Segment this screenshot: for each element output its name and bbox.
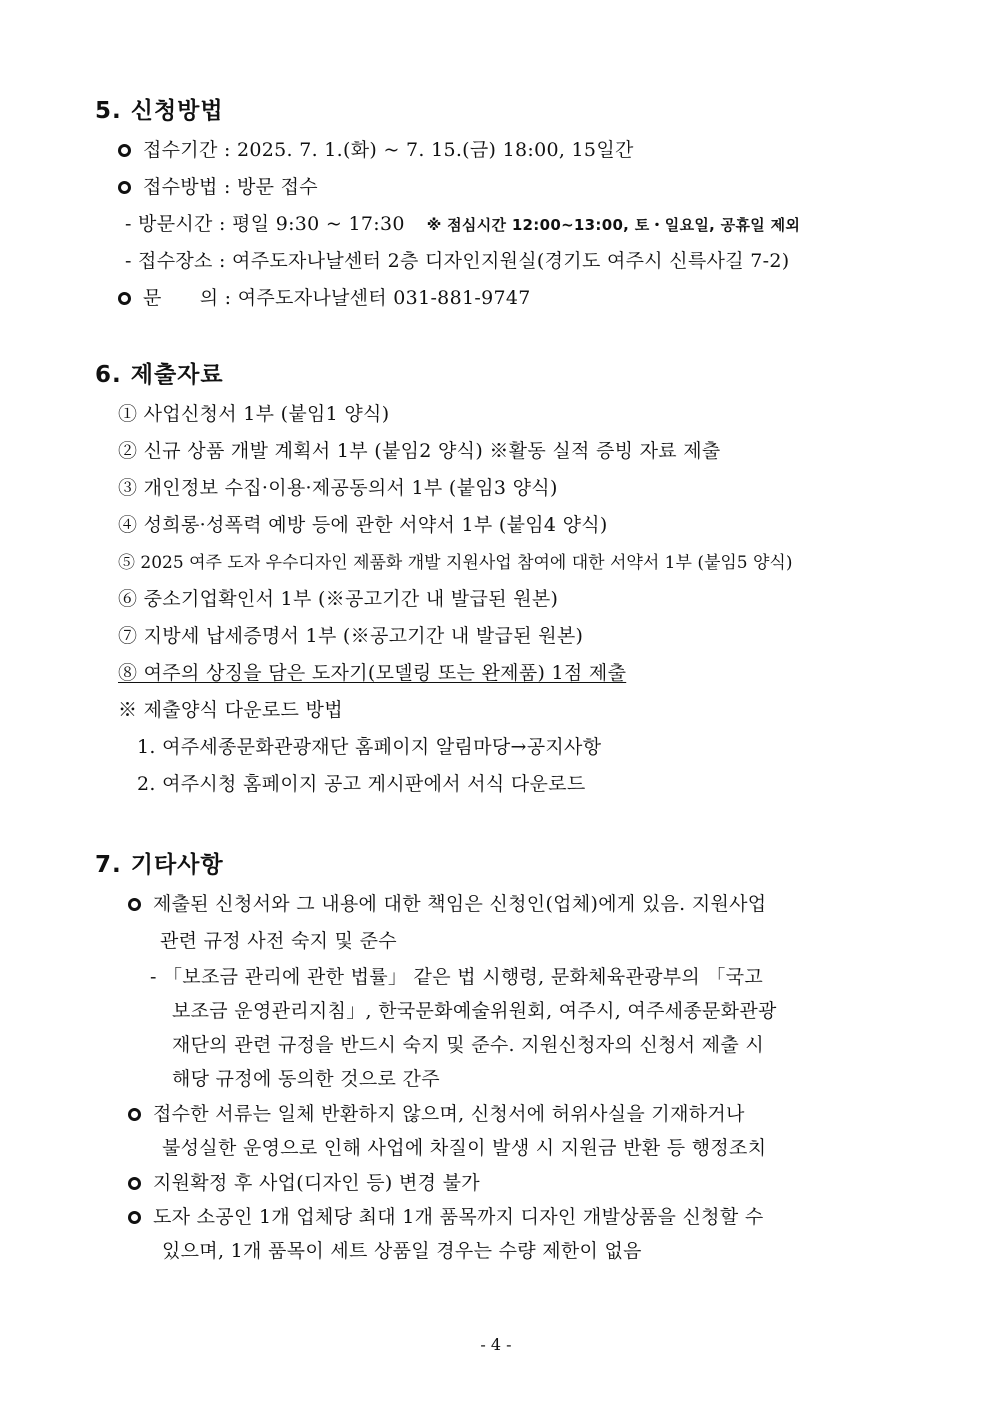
circle-bullet-icon xyxy=(128,898,141,911)
visit-time-note: ※ 점심시간 12:00~13:00, 토・일요일, 공휴일 제외 xyxy=(426,216,801,234)
other-item-4-text: 도자 소공인 1개 업체당 최대 1개 품목까지 디자인 개발상품을 신청할 수 xyxy=(153,1206,764,1228)
method-text: 접수방법 : 방문 접수 xyxy=(143,176,318,198)
section6-heading: 6. 제출자료 xyxy=(95,362,224,388)
submission-item-4: ④ 성희롱·성폭력 예방 등에 관한 서약서 1부 (붙임4 양식) xyxy=(118,514,608,536)
section5-period-line xyxy=(118,135,634,162)
download-step-1: 1. 여주세종문화관광재단 홈페이지 알림마당→공지사항 xyxy=(137,736,602,758)
other-item-1-text: 제출된 신청서와 그 내용에 대한 책임은 신청인(업체)에게 있음. 지원사업 xyxy=(153,893,767,915)
circle-bullet-icon xyxy=(118,292,131,305)
circle-bullet-icon xyxy=(118,144,131,157)
other-item-2-line2: 불성실한 운영으로 인해 사업에 차질이 발생 시 지원금 반환 등 행정조치 xyxy=(162,1137,767,1159)
visit-time-text: - 방문시간 : 평일 9:30 ~ 17:30 xyxy=(125,213,405,235)
submission-item-7: ⑦ 지방세 납세증명서 1부 (※공고기간 내 발급된 원본) xyxy=(118,625,584,647)
circle-bullet-icon xyxy=(128,1108,141,1121)
circle-bullet-icon xyxy=(118,181,131,194)
period-text: 접수기간 : 2025. 7. 1.(화) ~ 7. 15.(금) 18:00, 15일간 xyxy=(143,139,634,161)
other-item-2-text: 접수한 서류는 일체 반환하지 않으며, 신청서에 허위사실을 기재하거나 xyxy=(153,1103,745,1125)
other-item-3 xyxy=(128,1168,480,1195)
submission-item-2: ② 신규 상품 개발 계획서 1부 (붙임2 양식) ※활동 실적 증빙 자료 제출 xyxy=(118,440,721,462)
other-item-1-sub-line2: 보조금 운영관리지침」, 한국문화예술위원회, 여주시, 여주세종문화관광 xyxy=(172,1000,777,1022)
section5-visit-time-line xyxy=(125,209,800,236)
submission-item-5: ⑤ 2025 여주 도자 우수디자인 제품화 개발 지원사업 참여에 대한 서약서 1부 (붙임5 양식) xyxy=(118,553,793,573)
section5-heading: 5. 신청방법 xyxy=(95,98,224,124)
page-number: - 4 - xyxy=(480,1335,512,1354)
section5-place-line: - 접수장소 : 여주도자나날센터 2층 디자인지원실(경기도 여주시 신륵사길 7-2) xyxy=(125,250,790,272)
submission-item-6: ⑥ 중소기업확인서 1부 (※공고기간 내 발급된 원본) xyxy=(118,588,559,610)
other-item-1-line1 xyxy=(128,889,766,916)
other-item-1-sub-line4: 해당 규정에 동의한 것으로 간주 xyxy=(172,1068,440,1090)
other-item-4-line2: 있으며, 1개 품목이 세트 상품일 경우는 수량 제한이 없음 xyxy=(162,1240,642,1262)
section7-heading: 7. 기타사항 xyxy=(95,852,224,878)
section5-inquiry-line xyxy=(118,283,531,310)
download-step-2: 2. 여주시청 홈페이지 공고 게시판에서 서식 다운로드 xyxy=(137,773,586,795)
other-item-1-sub-line1: - 「보조금 관리에 관한 법률」 같은 법 시행령, 문화체육관광부의 「국고 xyxy=(150,966,764,988)
other-item-2-line1 xyxy=(128,1099,745,1126)
other-item-3-text: 지원확정 후 사업(디자인 등) 변경 불가 xyxy=(153,1172,480,1194)
other-item-4-line1 xyxy=(128,1202,764,1229)
inquiry-text: 문 의 : 여주도자나날센터 031-881-9747 xyxy=(143,287,531,309)
section5-method-line xyxy=(118,172,318,199)
circle-bullet-icon xyxy=(128,1211,141,1224)
other-item-1-line2: 관련 규정 사전 숙지 및 준수 xyxy=(160,930,397,952)
submission-item-3: ③ 개인정보 수집·이용·제공동의서 1부 (붙임3 양식) xyxy=(118,477,558,499)
circle-bullet-icon xyxy=(128,1177,141,1190)
submission-item-8: ⑧ 여주의 상징을 담은 도자기(모델링 또는 완제품) 1점 제출 xyxy=(118,662,627,684)
other-item-1-sub-line3: 재단의 관련 규정을 반드시 숙지 및 준수. 지원신청자의 신청서 제출 시 xyxy=(172,1034,765,1056)
submission-item-1: ① 사업신청서 1부 (붙임1 양식) xyxy=(118,403,390,425)
download-method-title: ※ 제출양식 다운로드 방법 xyxy=(118,699,343,721)
